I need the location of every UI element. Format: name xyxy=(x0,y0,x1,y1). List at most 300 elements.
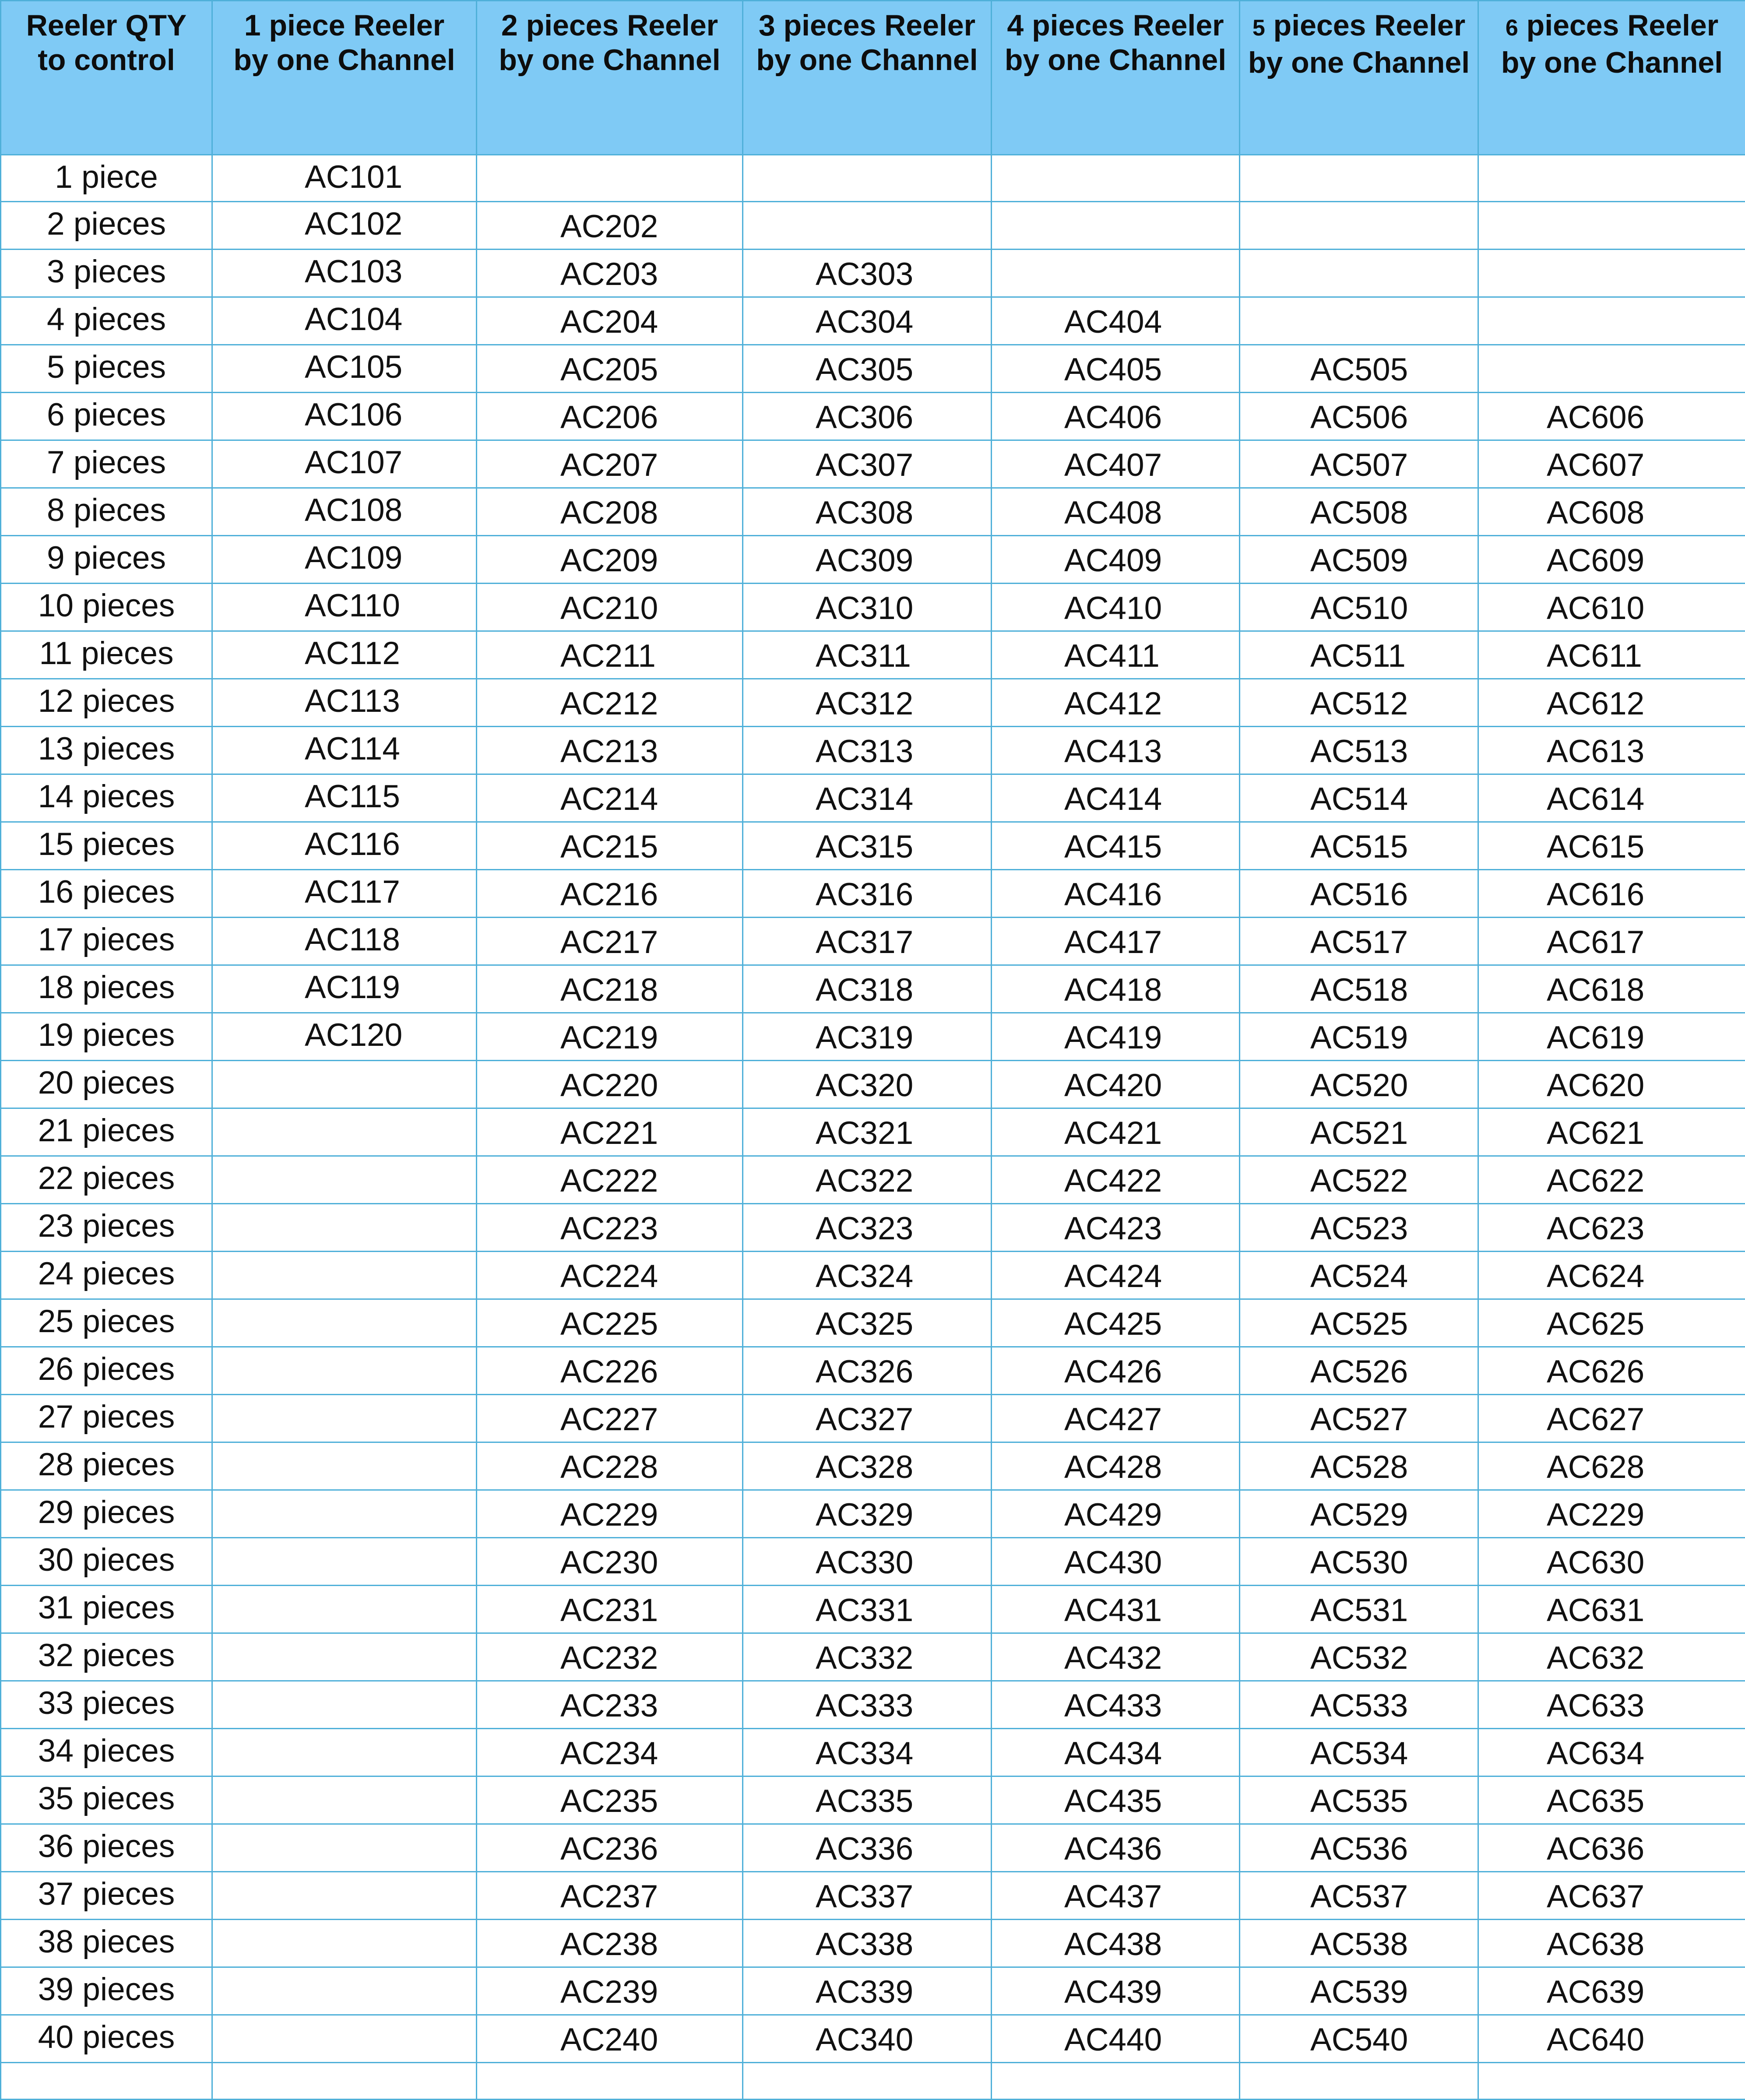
model-4-reeler-cell: AC409 xyxy=(992,536,1240,584)
model-1-reeler-cell: AC119 xyxy=(212,965,477,1013)
model-2-reeler-cell: AC231 xyxy=(477,1586,743,1633)
model-1-reeler-cell: AC105 xyxy=(212,345,477,393)
model-5-reeler-cell: AC528 xyxy=(1240,1442,1478,1490)
model-4-reeler-cell: AC433 xyxy=(992,1681,1240,1729)
model-3-reeler-cell: AC320 xyxy=(743,1061,992,1108)
model-6-reeler-cell: AC608 xyxy=(1478,488,1745,536)
model-6-reeler-cell: AC623 xyxy=(1478,1204,1745,1252)
qty-cell: 20 pieces xyxy=(1,1061,212,1108)
model-6-reeler-cell: AC610 xyxy=(1478,584,1745,631)
model-5-reeler-cell: AC507 xyxy=(1240,440,1478,488)
model-5-reeler-cell: AC525 xyxy=(1240,1299,1478,1347)
model-4-reeler-cell: AC405 xyxy=(992,345,1240,393)
qty-cell: 40 pieces xyxy=(1,2015,212,2063)
model-6-reeler-cell: AC613 xyxy=(1478,727,1745,774)
model-2-reeler-cell: AC230 xyxy=(477,1538,743,1586)
header-2-pieces-reeler xyxy=(477,1,743,155)
model-6-reeler-cell: AC611 xyxy=(1478,631,1745,679)
model-1-reeler-cell: AC104 xyxy=(212,297,477,345)
model-1-reeler-cell xyxy=(212,1586,477,1633)
model-2-reeler-cell: AC234 xyxy=(477,1729,743,1776)
header-line-1: 2 pieces Reeler xyxy=(477,8,742,43)
model-1-reeler-cell: AC102 xyxy=(212,202,477,250)
table-row xyxy=(1,1824,1745,1872)
header-reeler-qty xyxy=(1,1,212,155)
model-4-reeler-cell: AC430 xyxy=(992,1538,1240,1586)
table-row xyxy=(1,631,1745,679)
model-6-reeler-cell: AC229 xyxy=(1478,1490,1745,1538)
model-2-reeler-cell: AC208 xyxy=(477,488,743,536)
model-3-reeler-cell xyxy=(743,155,992,202)
table-row xyxy=(1,1967,1745,2015)
model-2-reeler-cell: AC240 xyxy=(477,2015,743,2063)
table-row xyxy=(1,1299,1745,1347)
model-2-reeler-cell: AC221 xyxy=(477,1108,743,1156)
qty-cell: 35 pieces xyxy=(1,1776,212,1824)
model-1-reeler-cell: AC114 xyxy=(212,727,477,774)
qty-cell: 31 pieces xyxy=(1,1586,212,1633)
header-line-1: 3 pieces Reeler xyxy=(743,8,991,43)
model-5-reeler-cell: AC526 xyxy=(1240,1347,1478,1395)
empty-cell xyxy=(1240,2063,1478,2100)
qty-cell: 4 pieces xyxy=(1,297,212,345)
model-5-reeler-cell: AC516 xyxy=(1240,870,1478,918)
model-2-reeler-cell: AC233 xyxy=(477,1681,743,1729)
model-2-reeler-cell: AC206 xyxy=(477,393,743,440)
table-row xyxy=(1,250,1745,297)
model-3-reeler-cell: AC327 xyxy=(743,1395,992,1442)
qty-cell: 5 pieces xyxy=(1,345,212,393)
model-5-reeler-cell: AC534 xyxy=(1240,1729,1478,1776)
model-4-reeler-cell: AC404 xyxy=(992,297,1240,345)
table-row xyxy=(1,1252,1745,1299)
model-5-reeler-cell: AC522 xyxy=(1240,1156,1478,1204)
model-5-reeler-cell xyxy=(1240,202,1478,250)
model-4-reeler-cell: AC429 xyxy=(992,1490,1240,1538)
qty-cell: 13 pieces xyxy=(1,727,212,774)
qty-cell: 7 pieces xyxy=(1,440,212,488)
model-2-reeler-cell: AC236 xyxy=(477,1824,743,1872)
model-5-reeler-cell: AC523 xyxy=(1240,1204,1478,1252)
model-3-reeler-cell: AC336 xyxy=(743,1824,992,1872)
model-4-reeler-cell: AC437 xyxy=(992,1872,1240,1920)
model-6-reeler-cell: AC621 xyxy=(1478,1108,1745,1156)
model-5-reeler-cell: AC513 xyxy=(1240,727,1478,774)
model-1-reeler-cell xyxy=(212,1347,477,1395)
qty-cell: 15 pieces xyxy=(1,822,212,870)
table-row xyxy=(1,202,1745,250)
model-2-reeler-cell: AC238 xyxy=(477,1920,743,1967)
model-5-reeler-cell xyxy=(1240,297,1478,345)
model-3-reeler-cell: AC307 xyxy=(743,440,992,488)
model-3-reeler-cell: AC303 xyxy=(743,250,992,297)
model-5-reeler-cell: AC510 xyxy=(1240,584,1478,631)
model-4-reeler-cell: AC418 xyxy=(992,965,1240,1013)
model-4-reeler-cell: AC428 xyxy=(992,1442,1240,1490)
qty-cell: 38 pieces xyxy=(1,1920,212,1967)
model-2-reeler-cell: AC220 xyxy=(477,1061,743,1108)
table-row-empty xyxy=(1,2063,1745,2100)
model-5-reeler-cell: AC515 xyxy=(1240,822,1478,870)
model-3-reeler-cell: AC329 xyxy=(743,1490,992,1538)
model-1-reeler-cell xyxy=(212,1538,477,1586)
model-2-reeler-cell: AC217 xyxy=(477,918,743,965)
header-line-2: by one Channel xyxy=(1240,46,1478,80)
model-3-reeler-cell: AC325 xyxy=(743,1299,992,1347)
model-1-reeler-cell xyxy=(212,1490,477,1538)
qty-cell: 28 pieces xyxy=(1,1442,212,1490)
table-row xyxy=(1,1586,1745,1633)
model-1-reeler-cell: AC120 xyxy=(212,1013,477,1061)
header-1-piece-reeler xyxy=(212,1,477,155)
model-4-reeler-cell: AC415 xyxy=(992,822,1240,870)
model-3-reeler-cell: AC306 xyxy=(743,393,992,440)
model-3-reeler-cell: AC309 xyxy=(743,536,992,584)
model-5-reeler-cell: AC533 xyxy=(1240,1681,1478,1729)
qty-cell: 25 pieces xyxy=(1,1299,212,1347)
model-1-reeler-cell xyxy=(212,1824,477,1872)
model-1-reeler-cell: AC108 xyxy=(212,488,477,536)
model-2-reeler-cell: AC218 xyxy=(477,965,743,1013)
model-5-reeler-cell: AC540 xyxy=(1240,2015,1478,2063)
model-1-reeler-cell: AC106 xyxy=(212,393,477,440)
model-4-reeler-cell: AC406 xyxy=(992,393,1240,440)
model-3-reeler-cell: AC326 xyxy=(743,1347,992,1395)
model-1-reeler-cell xyxy=(212,1872,477,1920)
model-4-reeler-cell: AC414 xyxy=(992,774,1240,822)
model-2-reeler-cell: AC224 xyxy=(477,1252,743,1299)
model-3-reeler-cell: AC339 xyxy=(743,1967,992,2015)
model-6-reeler-cell: AC619 xyxy=(1478,1013,1745,1061)
model-3-reeler-cell: AC318 xyxy=(743,965,992,1013)
model-5-reeler-cell: AC537 xyxy=(1240,1872,1478,1920)
model-3-reeler-cell: AC313 xyxy=(743,727,992,774)
model-1-reeler-cell xyxy=(212,1204,477,1252)
model-6-reeler-cell: AC628 xyxy=(1478,1442,1745,1490)
model-4-reeler-cell: AC410 xyxy=(992,584,1240,631)
model-1-reeler-cell xyxy=(212,1633,477,1681)
model-3-reeler-cell: AC304 xyxy=(743,297,992,345)
table-row xyxy=(1,1920,1745,1967)
model-3-reeler-cell: AC324 xyxy=(743,1252,992,1299)
empty-cell xyxy=(1,2063,212,2100)
table-row xyxy=(1,870,1745,918)
model-2-reeler-cell: AC239 xyxy=(477,1967,743,2015)
table-row xyxy=(1,1061,1745,1108)
model-4-reeler-cell: AC438 xyxy=(992,1920,1240,1967)
model-4-reeler-cell: AC421 xyxy=(992,1108,1240,1156)
table-row xyxy=(1,1156,1745,1204)
model-3-reeler-cell: AC316 xyxy=(743,870,992,918)
qty-cell: 27 pieces xyxy=(1,1395,212,1442)
model-3-reeler-cell: AC328 xyxy=(743,1442,992,1490)
model-3-reeler-cell: AC338 xyxy=(743,1920,992,1967)
qty-cell: 19 pieces xyxy=(1,1013,212,1061)
model-4-reeler-cell xyxy=(992,250,1240,297)
table-row xyxy=(1,393,1745,440)
model-6-reeler-cell: AC617 xyxy=(1478,918,1745,965)
model-1-reeler-cell: AC117 xyxy=(212,870,477,918)
model-6-reeler-cell: AC606 xyxy=(1478,393,1745,440)
table-row xyxy=(1,1776,1745,1824)
header-4-pieces-reeler xyxy=(992,1,1240,155)
model-4-reeler-cell: AC434 xyxy=(992,1729,1240,1776)
header-line-2: by one Channel xyxy=(213,43,476,77)
model-5-reeler-cell: AC508 xyxy=(1240,488,1478,536)
model-3-reeler-cell: AC340 xyxy=(743,2015,992,2063)
qty-cell: 9 pieces xyxy=(1,536,212,584)
model-5-reeler-cell: AC511 xyxy=(1240,631,1478,679)
table-row xyxy=(1,1204,1745,1252)
model-1-reeler-cell xyxy=(212,1776,477,1824)
qty-cell: 8 pieces xyxy=(1,488,212,536)
model-4-reeler-cell xyxy=(992,202,1240,250)
model-5-reeler-cell: AC527 xyxy=(1240,1395,1478,1442)
qty-cell: 10 pieces xyxy=(1,584,212,631)
model-1-reeler-cell xyxy=(212,1681,477,1729)
model-5-reeler-cell: AC535 xyxy=(1240,1776,1478,1824)
qty-cell: 22 pieces xyxy=(1,1156,212,1204)
model-2-reeler-cell: AC202 xyxy=(477,202,743,250)
model-1-reeler-cell: AC103 xyxy=(212,250,477,297)
model-6-reeler-cell: AC640 xyxy=(1478,2015,1745,2063)
model-2-reeler-cell: AC216 xyxy=(477,870,743,918)
model-6-reeler-cell: AC620 xyxy=(1478,1061,1745,1108)
model-4-reeler-cell: AC427 xyxy=(992,1395,1240,1442)
model-1-reeler-cell xyxy=(212,2015,477,2063)
model-4-reeler-cell: AC426 xyxy=(992,1347,1240,1395)
model-5-reeler-cell: AC517 xyxy=(1240,918,1478,965)
empty-cell xyxy=(212,2063,477,2100)
header-row xyxy=(1,1,1745,155)
model-1-reeler-cell: AC101 xyxy=(212,155,477,202)
model-2-reeler-cell: AC237 xyxy=(477,1872,743,1920)
model-2-reeler-cell: AC222 xyxy=(477,1156,743,1204)
model-6-reeler-cell: AC635 xyxy=(1478,1776,1745,1824)
model-6-reeler-cell xyxy=(1478,250,1745,297)
empty-cell xyxy=(477,2063,743,2100)
model-2-reeler-cell: AC219 xyxy=(477,1013,743,1061)
model-2-reeler-cell: AC215 xyxy=(477,822,743,870)
table-row xyxy=(1,155,1745,202)
model-6-reeler-cell: AC609 xyxy=(1478,536,1745,584)
model-4-reeler-cell: AC436 xyxy=(992,1824,1240,1872)
header-text: pieces Reeler xyxy=(1274,9,1466,42)
table-row xyxy=(1,774,1745,822)
model-2-reeler-cell: AC203 xyxy=(477,250,743,297)
model-6-reeler-cell: AC614 xyxy=(1478,774,1745,822)
model-6-reeler-cell: AC634 xyxy=(1478,1729,1745,1776)
header-text: pieces Reeler xyxy=(1527,9,1719,42)
model-3-reeler-cell: AC331 xyxy=(743,1586,992,1633)
model-2-reeler-cell: AC223 xyxy=(477,1204,743,1252)
model-5-reeler-cell: AC514 xyxy=(1240,774,1478,822)
model-3-reeler-cell: AC314 xyxy=(743,774,992,822)
model-5-reeler-cell: AC530 xyxy=(1240,1538,1478,1586)
table-row xyxy=(1,584,1745,631)
qty-cell: 34 pieces xyxy=(1,1729,212,1776)
model-5-reeler-cell: AC532 xyxy=(1240,1633,1478,1681)
table-row xyxy=(1,1108,1745,1156)
model-1-reeler-cell: AC113 xyxy=(212,679,477,727)
qty-cell: 1 piece xyxy=(1,155,212,202)
header-line-2: by one Channel xyxy=(743,43,991,77)
qty-cell: 21 pieces xyxy=(1,1108,212,1156)
model-2-reeler-cell: AC214 xyxy=(477,774,743,822)
model-2-reeler-cell: AC235 xyxy=(477,1776,743,1824)
model-3-reeler-cell: AC323 xyxy=(743,1204,992,1252)
model-5-reeler-cell: AC531 xyxy=(1240,1586,1478,1633)
model-3-reeler-cell: AC330 xyxy=(743,1538,992,1586)
model-6-reeler-cell: AC631 xyxy=(1478,1586,1745,1633)
qty-cell: 26 pieces xyxy=(1,1347,212,1395)
model-2-reeler-cell: AC226 xyxy=(477,1347,743,1395)
qty-cell: 33 pieces xyxy=(1,1681,212,1729)
model-4-reeler-cell: AC413 xyxy=(992,727,1240,774)
model-4-reeler-cell: AC431 xyxy=(992,1586,1240,1633)
model-1-reeler-cell xyxy=(212,1729,477,1776)
header-line-1 xyxy=(1479,8,1745,46)
model-6-reeler-cell: AC638 xyxy=(1478,1920,1745,1967)
qty-cell: 6 pieces xyxy=(1,393,212,440)
model-3-reeler-cell: AC312 xyxy=(743,679,992,727)
model-5-reeler-cell: AC536 xyxy=(1240,1824,1478,1872)
model-4-reeler-cell: AC416 xyxy=(992,870,1240,918)
model-6-reeler-cell: AC612 xyxy=(1478,679,1745,727)
model-3-reeler-cell: AC317 xyxy=(743,918,992,965)
table-row xyxy=(1,1729,1745,1776)
model-2-reeler-cell: AC228 xyxy=(477,1442,743,1490)
table-row xyxy=(1,1490,1745,1538)
model-1-reeler-cell: AC115 xyxy=(212,774,477,822)
model-2-reeler-cell: AC229 xyxy=(477,1490,743,1538)
table-row xyxy=(1,536,1745,584)
model-5-reeler-cell: AC512 xyxy=(1240,679,1478,727)
model-6-reeler-cell: AC632 xyxy=(1478,1633,1745,1681)
model-6-reeler-cell: AC636 xyxy=(1478,1824,1745,1872)
model-3-reeler-cell: AC308 xyxy=(743,488,992,536)
table-row xyxy=(1,1538,1745,1586)
model-1-reeler-cell xyxy=(212,1061,477,1108)
model-6-reeler-cell: AC633 xyxy=(1478,1681,1745,1729)
table-row xyxy=(1,918,1745,965)
table-row xyxy=(1,1395,1745,1442)
header-3-pieces-reeler xyxy=(743,1,992,155)
model-4-reeler-cell: AC424 xyxy=(992,1252,1240,1299)
model-4-reeler-cell: AC408 xyxy=(992,488,1240,536)
model-3-reeler-cell: AC319 xyxy=(743,1013,992,1061)
qty-cell: 2 pieces xyxy=(1,202,212,250)
model-2-reeler-cell xyxy=(477,155,743,202)
model-3-reeler-cell: AC334 xyxy=(743,1729,992,1776)
table-row xyxy=(1,440,1745,488)
model-5-reeler-cell: AC519 xyxy=(1240,1013,1478,1061)
model-1-reeler-cell xyxy=(212,1108,477,1156)
empty-cell xyxy=(992,2063,1240,2100)
model-2-reeler-cell: AC212 xyxy=(477,679,743,727)
model-2-reeler-cell: AC204 xyxy=(477,297,743,345)
model-6-reeler-cell: AC624 xyxy=(1478,1252,1745,1299)
model-6-reeler-cell: AC615 xyxy=(1478,822,1745,870)
model-4-reeler-cell: AC422 xyxy=(992,1156,1240,1204)
model-4-reeler-cell: AC423 xyxy=(992,1204,1240,1252)
qty-cell: 39 pieces xyxy=(1,1967,212,2015)
model-6-reeler-cell: AC626 xyxy=(1478,1347,1745,1395)
qty-cell: 37 pieces xyxy=(1,1872,212,1920)
header-6-pieces-reeler xyxy=(1478,1,1745,155)
qty-cell: 11 pieces xyxy=(1,631,212,679)
table-row xyxy=(1,2015,1745,2063)
model-6-reeler-cell: AC607 xyxy=(1478,440,1745,488)
qty-cell: 3 pieces xyxy=(1,250,212,297)
header-line-2: by one Channel xyxy=(992,43,1239,77)
model-4-reeler-cell: AC420 xyxy=(992,1061,1240,1108)
table-row xyxy=(1,1442,1745,1490)
model-1-reeler-cell: AC116 xyxy=(212,822,477,870)
qty-cell: 32 pieces xyxy=(1,1633,212,1681)
model-3-reeler-cell: AC321 xyxy=(743,1108,992,1156)
qty-cell: 18 pieces xyxy=(1,965,212,1013)
model-5-reeler-cell: AC521 xyxy=(1240,1108,1478,1156)
empty-cell xyxy=(1478,2063,1745,2100)
model-1-reeler-cell: AC118 xyxy=(212,918,477,965)
model-3-reeler-cell: AC305 xyxy=(743,345,992,393)
model-1-reeler-cell xyxy=(212,1395,477,1442)
model-6-reeler-cell: AC627 xyxy=(1478,1395,1745,1442)
header-5-pieces-reeler xyxy=(1240,1,1478,155)
model-3-reeler-cell xyxy=(743,202,992,250)
table-row xyxy=(1,822,1745,870)
qty-cell: 16 pieces xyxy=(1,870,212,918)
model-3-reeler-cell: AC310 xyxy=(743,584,992,631)
model-2-reeler-cell: AC225 xyxy=(477,1299,743,1347)
header-line-2: to control xyxy=(1,43,211,77)
model-1-reeler-cell: AC110 xyxy=(212,584,477,631)
model-2-reeler-cell: AC209 xyxy=(477,536,743,584)
header-line-1: 1 piece Reeler xyxy=(213,8,476,43)
qty-cell: 12 pieces xyxy=(1,679,212,727)
model-6-reeler-cell: AC622 xyxy=(1478,1156,1745,1204)
table-row xyxy=(1,679,1745,727)
model-2-reeler-cell: AC207 xyxy=(477,440,743,488)
model-3-reeler-cell: AC337 xyxy=(743,1872,992,1920)
model-4-reeler-cell: AC432 xyxy=(992,1633,1240,1681)
model-2-reeler-cell: AC205 xyxy=(477,345,743,393)
qty-cell: 29 pieces xyxy=(1,1490,212,1538)
header-number: 6 xyxy=(1506,15,1518,41)
table-row xyxy=(1,488,1745,536)
table-row xyxy=(1,1013,1745,1061)
model-6-reeler-cell xyxy=(1478,202,1745,250)
model-2-reeler-cell: AC227 xyxy=(477,1395,743,1442)
model-1-reeler-cell: AC109 xyxy=(212,536,477,584)
model-1-reeler-cell xyxy=(212,1156,477,1204)
qty-cell: 17 pieces xyxy=(1,918,212,965)
model-6-reeler-cell: AC630 xyxy=(1478,1538,1745,1586)
qty-cell: 24 pieces xyxy=(1,1252,212,1299)
model-4-reeler-cell: AC435 xyxy=(992,1776,1240,1824)
model-6-reeler-cell xyxy=(1478,155,1745,202)
model-5-reeler-cell: AC524 xyxy=(1240,1252,1478,1299)
header-line-1: 4 pieces Reeler xyxy=(992,8,1239,43)
qty-cell: 23 pieces xyxy=(1,1204,212,1252)
model-6-reeler-cell xyxy=(1478,297,1745,345)
qty-cell: 36 pieces xyxy=(1,1824,212,1872)
model-6-reeler-cell: AC616 xyxy=(1478,870,1745,918)
model-1-reeler-cell xyxy=(212,1442,477,1490)
model-5-reeler-cell: AC539 xyxy=(1240,1967,1478,2015)
model-2-reeler-cell: AC210 xyxy=(477,584,743,631)
